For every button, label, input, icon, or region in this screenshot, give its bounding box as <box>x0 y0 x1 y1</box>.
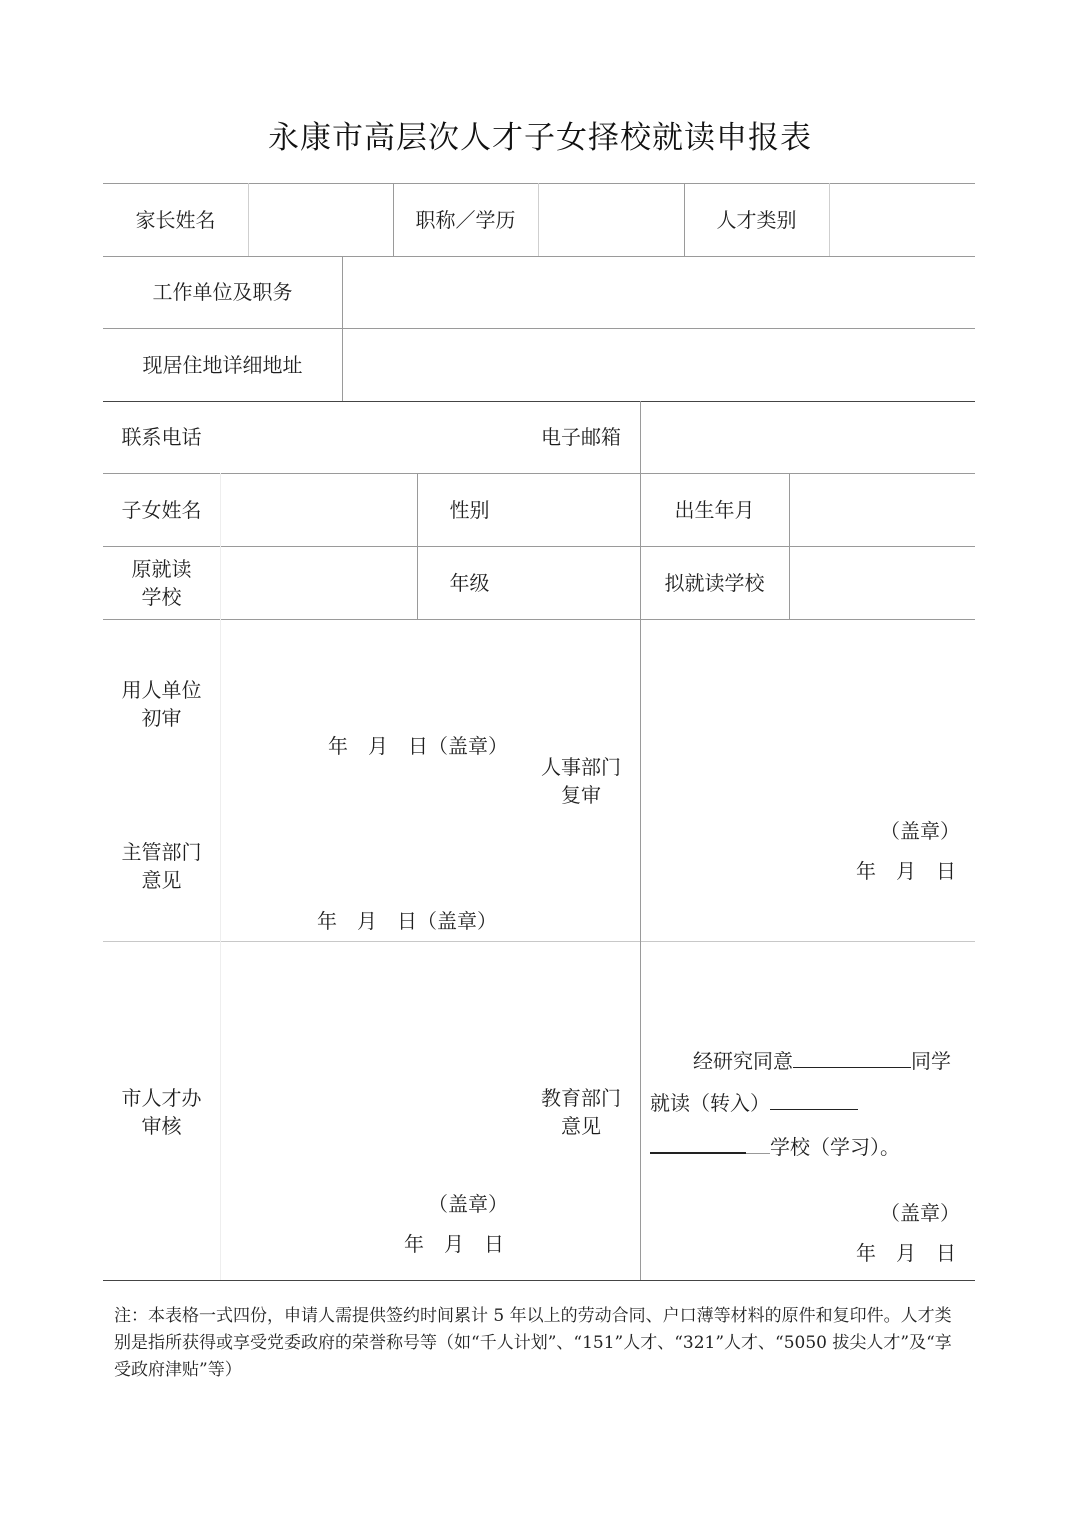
label-birth: 出生年月 <box>674 497 755 522</box>
label-grade: 年级 <box>449 570 490 595</box>
label-employer-review <box>103 674 220 734</box>
hr-seal: （盖章） <box>880 819 960 843</box>
field-title-degree[interactable] <box>539 184 683 255</box>
label-address: 现居住地详细地址 <box>142 352 303 377</box>
label-phone: 联系电话 <box>121 425 202 449</box>
edu-approval-line1 <box>693 1045 951 1075</box>
edu-approval-line3 <box>650 1130 900 1161</box>
field-target-school[interactable] <box>790 547 974 618</box>
label-child-name: 子女姓名 <box>121 497 202 522</box>
hr-date: 年 月 日 <box>856 859 956 883</box>
label-orig-school-line2: 学校 <box>141 584 182 609</box>
edu-approval-transfer: 就读（转入） <box>650 1091 770 1115</box>
label-talent-office <box>103 1082 220 1142</box>
blank-school-name[interactable] <box>650 1130 746 1154</box>
label-supervisor-line2: 意见 <box>141 868 182 892</box>
edu-approval-text-a: 经研究同意 <box>693 1049 793 1073</box>
label-orig-school-line1: 原就读 <box>131 556 192 581</box>
label-supervisor-opinion <box>103 836 220 896</box>
rule-row7 <box>103 941 975 942</box>
label-parent-name: 家长姓名 <box>135 207 216 232</box>
label-orig-school <box>103 546 220 619</box>
rule-bottom <box>103 1280 975 1281</box>
field-talent-category[interactable] <box>830 184 974 255</box>
field-gender[interactable] <box>522 474 639 545</box>
label-hr-review <box>522 751 640 811</box>
label-gender: 性别 <box>449 497 490 522</box>
field-birth[interactable] <box>790 474 974 545</box>
employer-date-seal: 年 月 日（盖章） <box>328 734 508 758</box>
rule-row6 <box>103 619 975 620</box>
label-talent-office-line1: 市人才办 <box>121 1086 202 1110</box>
edu-approval-school: 学校（学习）。 <box>770 1135 900 1159</box>
edu-date: 年 月 日 <box>856 1241 956 1265</box>
field-grade[interactable] <box>522 547 639 618</box>
supervisor-date-seal: 年 月 日（盖章） <box>317 909 497 933</box>
blank-transfer[interactable] <box>770 1087 858 1110</box>
label-title-degree: 职称／学历 <box>415 207 516 232</box>
label-talent-office-line2: 审核 <box>141 1114 182 1138</box>
label-hr-line2: 复审 <box>561 783 601 807</box>
talent-office-date: 年 月 日 <box>404 1232 504 1256</box>
footnote: 注：本表格一式四份，申请人需提供签约时间累计 5 年以上的劳动合同、户口薄等材料的原件和复印件。人才类别是指所获得或享受党委政府的荣誉称号等（如“千人计划”、“151”人才、“321”人才、“5050 拔尖人才”及“享受政府津贴”等） <box>114 1306 952 1380</box>
label-hr-line1: 人事部门 <box>541 755 621 779</box>
edu-seal: （盖章） <box>880 1201 960 1225</box>
label-supervisor-line1: 主管部门 <box>121 840 202 864</box>
label-work-unit: 工作单位及职务 <box>152 280 293 304</box>
field-orig-school[interactable] <box>221 547 416 618</box>
label-employer-line2: 初审 <box>141 706 182 730</box>
edu-approval-text-b: 同学 <box>911 1049 951 1073</box>
blank-school-name-ext[interactable] <box>746 1131 770 1154</box>
field-child-name[interactable] <box>221 474 416 545</box>
label-employer-line1: 用人单位 <box>121 678 202 702</box>
field-email[interactable] <box>641 402 974 472</box>
field-address[interactable] <box>343 329 974 400</box>
blank-student-name[interactable] <box>793 1045 911 1068</box>
talent-office-seal: （盖章） <box>428 1192 508 1216</box>
field-phone[interactable] <box>222 402 522 472</box>
edu-approval-line2 <box>650 1087 858 1117</box>
label-edu-opinion <box>522 1082 640 1142</box>
form-title: 永康市高层次人才子女择校就读申报表 <box>268 120 812 156</box>
label-edu-line2: 意见 <box>561 1114 601 1138</box>
label-talent-category: 人才类别 <box>716 207 797 232</box>
label-edu-line1: 教育部门 <box>541 1086 621 1110</box>
label-target-school: 拟就读学校 <box>664 570 765 595</box>
field-work-unit[interactable] <box>343 257 974 327</box>
label-email: 电子邮箱 <box>541 425 621 449</box>
field-parent-name[interactable] <box>249 184 392 255</box>
